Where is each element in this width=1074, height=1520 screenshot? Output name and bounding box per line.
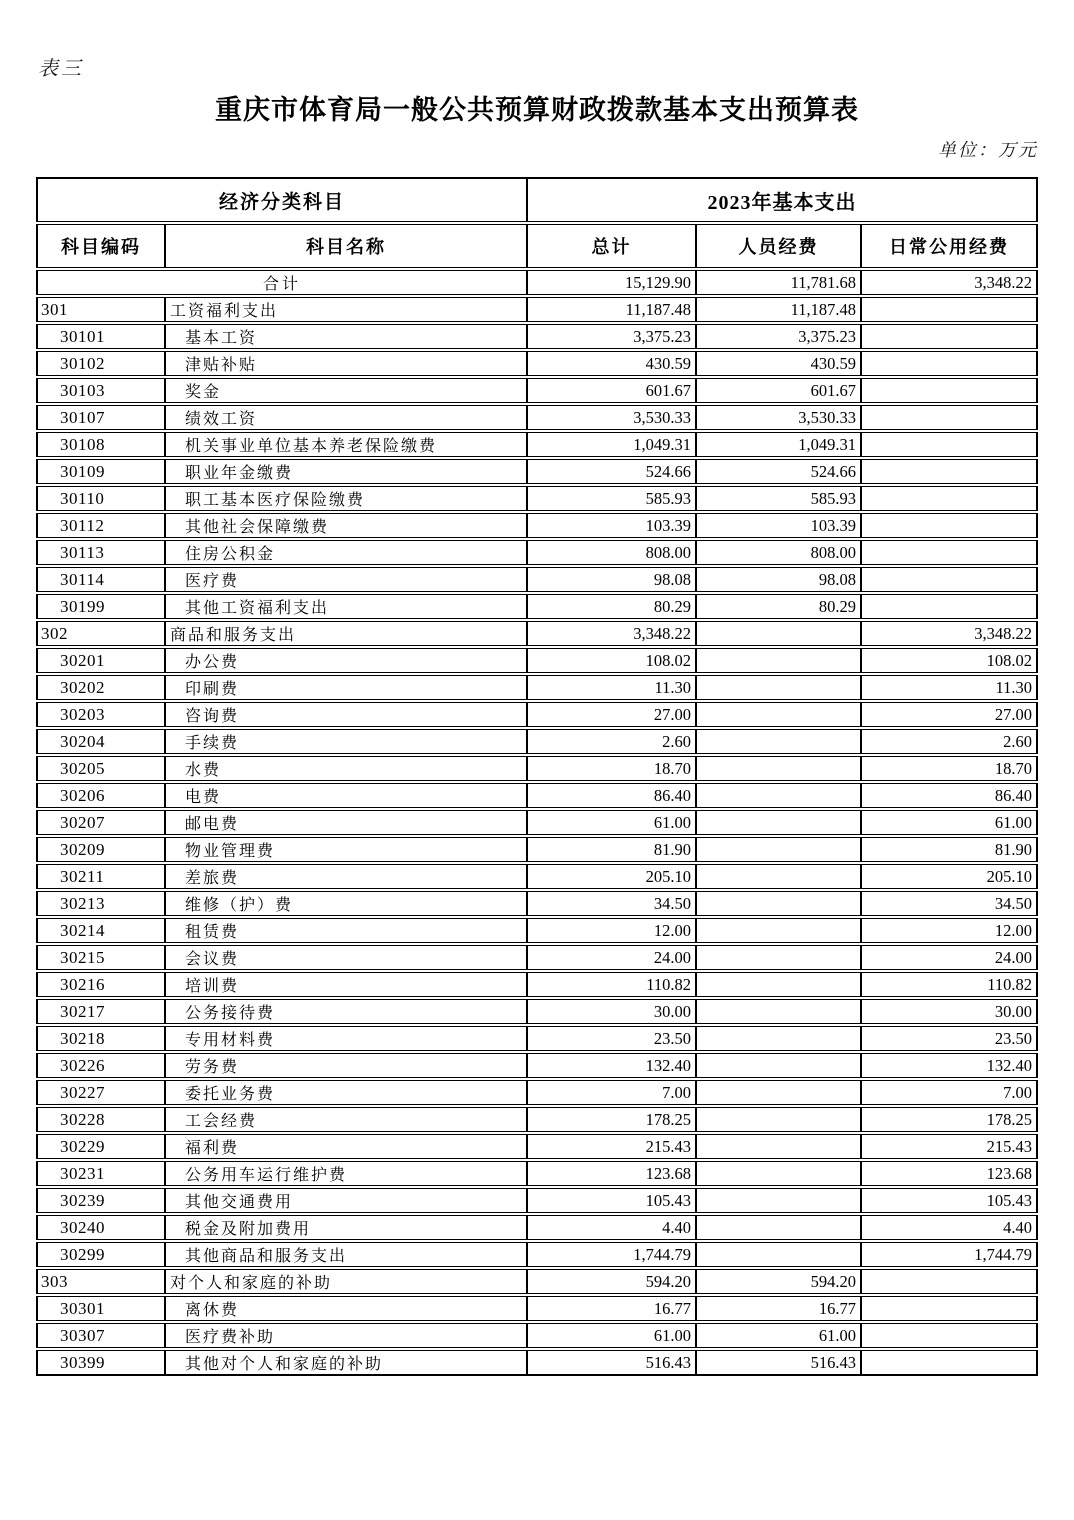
row-personnel-cell — [697, 810, 862, 835]
row-daily-cell: 105.43 — [862, 1188, 1038, 1213]
row-name-cell: 水费 — [166, 756, 528, 781]
table-row — [36, 1053, 1038, 1078]
row-name-cell: 离休费 — [166, 1296, 528, 1321]
row-daily-cell — [862, 594, 1038, 619]
row-personnel-cell: 61.00 — [697, 1323, 862, 1348]
row-name-cell: 医疗费 — [166, 567, 528, 592]
header-total: 总计 — [528, 224, 697, 268]
row-daily-cell: 2.60 — [862, 729, 1038, 754]
row-personnel-cell: 601.67 — [697, 378, 862, 403]
row-name-cell: 邮电费 — [166, 810, 528, 835]
row-daily-cell — [862, 378, 1038, 403]
row-name-cell: 物业管理费 — [166, 837, 528, 862]
row-daily-cell — [862, 324, 1038, 349]
row-name-cell: 咨询费 — [166, 702, 528, 727]
row-name-cell: 福利费 — [166, 1134, 528, 1159]
table-row — [36, 675, 1038, 700]
row-total-cell: 103.39 — [528, 513, 697, 538]
table-row — [36, 1026, 1038, 1051]
row-daily-cell: 4.40 — [862, 1215, 1038, 1240]
row-code-cell: 30206 — [36, 783, 166, 808]
row-total-cell: 80.29 — [528, 594, 697, 619]
row-code-cell: 30202 — [36, 675, 166, 700]
row-total-cell: 7.00 — [528, 1080, 697, 1105]
row-code-cell: 30228 — [36, 1107, 166, 1132]
row-code-cell: 30240 — [36, 1215, 166, 1240]
row-total-cell: 11.30 — [528, 675, 697, 700]
row-daily-cell — [862, 1296, 1038, 1321]
row-daily-cell: 1,744.79 — [862, 1242, 1038, 1267]
row-personnel-cell — [697, 864, 862, 889]
row-daily-cell: 34.50 — [862, 891, 1038, 916]
row-personnel-cell — [697, 999, 862, 1024]
row-daily-cell: 86.40 — [862, 783, 1038, 808]
row-total-cell: 3,530.33 — [528, 405, 697, 430]
row-name-cell: 办公费 — [166, 648, 528, 673]
row-name-cell: 对个人和家庭的补助 — [166, 1269, 528, 1294]
row-code-cell: 30213 — [36, 891, 166, 916]
table-row — [36, 486, 1038, 511]
row-total-cell: 205.10 — [528, 864, 697, 889]
table-row — [36, 297, 1038, 322]
row-total-cell: 585.93 — [528, 486, 697, 511]
row-daily-cell: 123.68 — [862, 1161, 1038, 1186]
row-personnel-cell: 585.93 — [697, 486, 862, 511]
row-name-cell: 医疗费补助 — [166, 1323, 528, 1348]
row-personnel-cell — [697, 729, 862, 754]
row-personnel-cell — [697, 756, 862, 781]
row-name-cell: 其他商品和服务支出 — [166, 1242, 528, 1267]
table-row — [36, 891, 1038, 916]
row-personnel-cell: 808.00 — [697, 540, 862, 565]
row-total-cell: 110.82 — [528, 972, 697, 997]
unit-note: 单位：万元 — [938, 140, 1038, 160]
row-daily-cell: 12.00 — [862, 918, 1038, 943]
row-code-cell: 30301 — [36, 1296, 166, 1321]
row-code-cell: 30214 — [36, 918, 166, 943]
row-total-cell: 3,348.22 — [528, 621, 697, 646]
row-total-cell: 30.00 — [528, 999, 697, 1024]
row-total-cell: 2.60 — [528, 729, 697, 754]
row-total-cell: 132.40 — [528, 1053, 697, 1078]
row-personnel-cell — [697, 1188, 862, 1213]
row-name-cell: 劳务费 — [166, 1053, 528, 1078]
row-personnel-cell — [697, 1242, 862, 1267]
row-daily-cell: 30.00 — [862, 999, 1038, 1024]
row-name-cell: 绩效工资 — [166, 405, 528, 430]
table-row — [36, 972, 1038, 997]
row-name-cell: 津贴补贴 — [166, 351, 528, 376]
row-total-cell: 108.02 — [528, 648, 697, 673]
header-subject-code: 科目编码 — [36, 224, 166, 268]
row-daily-cell: 81.90 — [862, 837, 1038, 862]
table-row — [36, 1107, 1038, 1132]
row-name-cell: 其他交通费用 — [166, 1188, 528, 1213]
row-personnel-cell — [697, 1134, 862, 1159]
row-total-cell: 215.43 — [528, 1134, 697, 1159]
row-code-cell: 30216 — [36, 972, 166, 997]
row-personnel-cell — [697, 1161, 862, 1186]
row-name-cell: 电费 — [166, 783, 528, 808]
row-personnel-cell: 11,781.68 — [697, 270, 862, 295]
row-code-cell: 301 — [36, 297, 166, 322]
table-row — [36, 594, 1038, 619]
row-code-cell: 30101 — [36, 324, 166, 349]
table-row — [36, 621, 1038, 646]
row-name-cell: 职工基本医疗保险缴费 — [166, 486, 528, 511]
row-code-cell: 30227 — [36, 1080, 166, 1105]
table-row — [36, 1269, 1038, 1294]
row-daily-cell — [862, 1350, 1038, 1376]
row-code-cell: 30203 — [36, 702, 166, 727]
row-personnel-cell — [697, 918, 862, 943]
row-total-cell: 808.00 — [528, 540, 697, 565]
row-total-cell: 178.25 — [528, 1107, 697, 1132]
row-total-cell: 524.66 — [528, 459, 697, 484]
row-personnel-cell — [697, 783, 862, 808]
row-daily-cell — [862, 351, 1038, 376]
row-daily-cell — [862, 540, 1038, 565]
header-2023-basic-expenditure: 2023年基本支出 — [528, 177, 1038, 222]
row-name-cell: 税金及附加费用 — [166, 1215, 528, 1240]
header-group-row — [36, 177, 1038, 222]
row-personnel-cell — [697, 1080, 862, 1105]
table-row — [36, 918, 1038, 943]
row-code-cell: 30107 — [36, 405, 166, 430]
row-code-cell: 30113 — [36, 540, 166, 565]
row-name-cell: 租赁费 — [166, 918, 528, 943]
row-total-cell: 34.50 — [528, 891, 697, 916]
table-row — [36, 1296, 1038, 1321]
row-daily-cell: 110.82 — [862, 972, 1038, 997]
row-personnel-cell: 98.08 — [697, 567, 862, 592]
row-personnel-cell — [697, 972, 862, 997]
row-code-cell: 30199 — [36, 594, 166, 619]
row-total-cell: 18.70 — [528, 756, 697, 781]
row-name-cell: 专用材料费 — [166, 1026, 528, 1051]
row-name-cell: 奖金 — [166, 378, 528, 403]
row-total-cell: 24.00 — [528, 945, 697, 970]
row-code-cell: 30102 — [36, 351, 166, 376]
row-name-cell: 公务用车运行维护费 — [166, 1161, 528, 1186]
row-daily-cell — [862, 486, 1038, 511]
table-row — [36, 270, 1038, 295]
row-daily-cell — [862, 459, 1038, 484]
row-code-cell: 30218 — [36, 1026, 166, 1051]
row-total-cell: 16.77 — [528, 1296, 697, 1321]
table-row — [36, 378, 1038, 403]
row-name-cell: 其他对个人和家庭的补助 — [166, 1350, 528, 1376]
row-personnel-cell: 103.39 — [697, 513, 862, 538]
row-code-cell: 30239 — [36, 1188, 166, 1213]
row-personnel-cell: 11,187.48 — [697, 297, 862, 322]
row-daily-cell: 18.70 — [862, 756, 1038, 781]
row-total-cell: 1,049.31 — [528, 432, 697, 457]
row-code-cell: 30211 — [36, 864, 166, 889]
row-code-cell: 30204 — [36, 729, 166, 754]
row-code-cell: 30205 — [36, 756, 166, 781]
row-personnel-cell: 524.66 — [697, 459, 862, 484]
row-code-cell: 30209 — [36, 837, 166, 862]
row-name-cell: 差旅费 — [166, 864, 528, 889]
row-personnel-cell — [697, 1215, 862, 1240]
row-total-cell: 15,129.90 — [528, 270, 697, 295]
row-code-cell: 30229 — [36, 1134, 166, 1159]
row-total-cell: 1,744.79 — [528, 1242, 697, 1267]
table-row — [36, 999, 1038, 1024]
row-personnel-cell: 430.59 — [697, 351, 862, 376]
row-code-cell: 30108 — [36, 432, 166, 457]
row-total-cell: 61.00 — [528, 810, 697, 835]
row-total-cell: 601.67 — [528, 378, 697, 403]
row-total-cell: 12.00 — [528, 918, 697, 943]
row-code-cell: 302 — [36, 621, 166, 646]
row-code-cell: 30112 — [36, 513, 166, 538]
row-personnel-cell — [697, 621, 862, 646]
row-daily-cell: 23.50 — [862, 1026, 1038, 1051]
row-personnel-cell: 3,375.23 — [697, 324, 862, 349]
row-total-cell: 594.20 — [528, 1269, 697, 1294]
table-row — [36, 1215, 1038, 1240]
row-code-cell: 30399 — [36, 1350, 166, 1376]
table-row — [36, 945, 1038, 970]
row-code-cell: 30207 — [36, 810, 166, 835]
row-daily-cell — [862, 405, 1038, 430]
row-personnel-cell — [697, 945, 862, 970]
row-personnel-cell: 1,049.31 — [697, 432, 862, 457]
table-row — [36, 837, 1038, 862]
row-code-cell: 30114 — [36, 567, 166, 592]
table-row — [36, 540, 1038, 565]
row-personnel-cell: 594.20 — [697, 1269, 862, 1294]
row-daily-cell: 205.10 — [862, 864, 1038, 889]
row-personnel-cell — [697, 1026, 862, 1051]
row-name-cell: 工资福利支出 — [166, 297, 528, 322]
header-columns-row — [36, 224, 1038, 268]
page-title: 重庆市体育局一般公共预算财政拨款基本支出预算表 — [215, 95, 859, 125]
row-personnel-cell — [697, 702, 862, 727]
row-code-cell: 30307 — [36, 1323, 166, 1348]
row-name-cell: 维修（护）费 — [166, 891, 528, 916]
row-total-cell: 23.50 — [528, 1026, 697, 1051]
row-name-cell: 职业年金缴费 — [166, 459, 528, 484]
table-header — [36, 177, 1038, 268]
row-daily-cell: 3,348.22 — [862, 270, 1038, 295]
table-row — [36, 324, 1038, 349]
row-code-cell: 30201 — [36, 648, 166, 673]
table-number-label: 表三 — [38, 58, 84, 80]
header-daily-public-funds: 日常公用经费 — [862, 224, 1038, 268]
row-daily-cell: 7.00 — [862, 1080, 1038, 1105]
row-code-cell: 30226 — [36, 1053, 166, 1078]
row-name-cell: 公务接待费 — [166, 999, 528, 1024]
row-daily-cell: 108.02 — [862, 648, 1038, 673]
row-daily-cell: 61.00 — [862, 810, 1038, 835]
row-name-cell: 委托业务费 — [166, 1080, 528, 1105]
row-name-cell: 住房公积金 — [166, 540, 528, 565]
row-name-cell: 商品和服务支出 — [166, 621, 528, 646]
row-daily-cell — [862, 1323, 1038, 1348]
table-row — [36, 1350, 1038, 1376]
row-name-cell: 工会经费 — [166, 1107, 528, 1132]
table-row — [36, 567, 1038, 592]
table-row — [36, 405, 1038, 430]
row-name-cell: 手续费 — [166, 729, 528, 754]
row-daily-cell: 11.30 — [862, 675, 1038, 700]
row-daily-cell: 215.43 — [862, 1134, 1038, 1159]
row-code-cell: 30215 — [36, 945, 166, 970]
row-name-cell: 印刷费 — [166, 675, 528, 700]
table-row — [36, 729, 1038, 754]
table-row — [36, 702, 1038, 727]
row-name-cell: 基本工资 — [166, 324, 528, 349]
row-daily-cell — [862, 513, 1038, 538]
row-personnel-cell — [697, 648, 862, 673]
row-personnel-cell — [697, 891, 862, 916]
row-total-cell: 27.00 — [528, 702, 697, 727]
row-daily-cell: 24.00 — [862, 945, 1038, 970]
row-personnel-cell — [697, 675, 862, 700]
table-row — [36, 1161, 1038, 1186]
table-row — [36, 1134, 1038, 1159]
table-row — [36, 756, 1038, 781]
table-row — [36, 351, 1038, 376]
row-total-cell: 430.59 — [528, 351, 697, 376]
row-total-cell: 516.43 — [528, 1350, 697, 1376]
row-total-cell: 98.08 — [528, 567, 697, 592]
table-row — [36, 1188, 1038, 1213]
row-total-cell: 11,187.48 — [528, 297, 697, 322]
row-total-cell: 3,375.23 — [528, 324, 697, 349]
row-total-cell: 81.90 — [528, 837, 697, 862]
row-personnel-cell: 16.77 — [697, 1296, 862, 1321]
row-daily-cell — [862, 432, 1038, 457]
table-row — [36, 1242, 1038, 1267]
row-total-cell: 86.40 — [528, 783, 697, 808]
budget-table — [36, 175, 1038, 1378]
row-code-cell: 30217 — [36, 999, 166, 1024]
row-name-cell: 其他社会保障缴费 — [166, 513, 528, 538]
row-daily-cell — [862, 567, 1038, 592]
row-code-cell: 30299 — [36, 1242, 166, 1267]
row-code-cell: 30103 — [36, 378, 166, 403]
row-personnel-cell — [697, 1053, 862, 1078]
row-code-cell: 30109 — [36, 459, 166, 484]
row-daily-cell — [862, 297, 1038, 322]
row-name-cell: 其他工资福利支出 — [166, 594, 528, 619]
row-name-cell: 培训费 — [166, 972, 528, 997]
table-row — [36, 459, 1038, 484]
row-personnel-cell: 516.43 — [697, 1350, 862, 1376]
table-row — [36, 783, 1038, 808]
table-row — [36, 432, 1038, 457]
row-personnel-cell: 80.29 — [697, 594, 862, 619]
row-code-cell: 30110 — [36, 486, 166, 511]
table-row — [36, 648, 1038, 673]
table-row — [36, 1080, 1038, 1105]
table-body — [36, 270, 1038, 1376]
row-daily-cell — [862, 1269, 1038, 1294]
row-total-cell: 61.00 — [528, 1323, 697, 1348]
row-code-cell: 30231 — [36, 1161, 166, 1186]
row-daily-cell: 3,348.22 — [862, 621, 1038, 646]
row-name-cell: 机关事业单位基本养老保险缴费 — [166, 432, 528, 457]
row-name-cell: 会议费 — [166, 945, 528, 970]
row-daily-cell: 178.25 — [862, 1107, 1038, 1132]
row-daily-cell: 132.40 — [862, 1053, 1038, 1078]
table-row — [36, 864, 1038, 889]
row-total-cell: 4.40 — [528, 1215, 697, 1240]
row-daily-cell: 27.00 — [862, 702, 1038, 727]
row-personnel-cell — [697, 1107, 862, 1132]
row-personnel-cell — [697, 837, 862, 862]
row-code-cell: 303 — [36, 1269, 166, 1294]
table-row — [36, 810, 1038, 835]
header-economic-classification: 经济分类科目 — [36, 177, 528, 222]
row-total-cell: 105.43 — [528, 1188, 697, 1213]
row-personnel-cell: 3,530.33 — [697, 405, 862, 430]
row-total-cell: 123.68 — [528, 1161, 697, 1186]
table-row — [36, 1323, 1038, 1348]
table-row — [36, 513, 1038, 538]
header-subject-name: 科目名称 — [166, 224, 528, 268]
row-name-cell: 合计 — [36, 270, 528, 295]
header-personnel-funds: 人员经费 — [697, 224, 862, 268]
